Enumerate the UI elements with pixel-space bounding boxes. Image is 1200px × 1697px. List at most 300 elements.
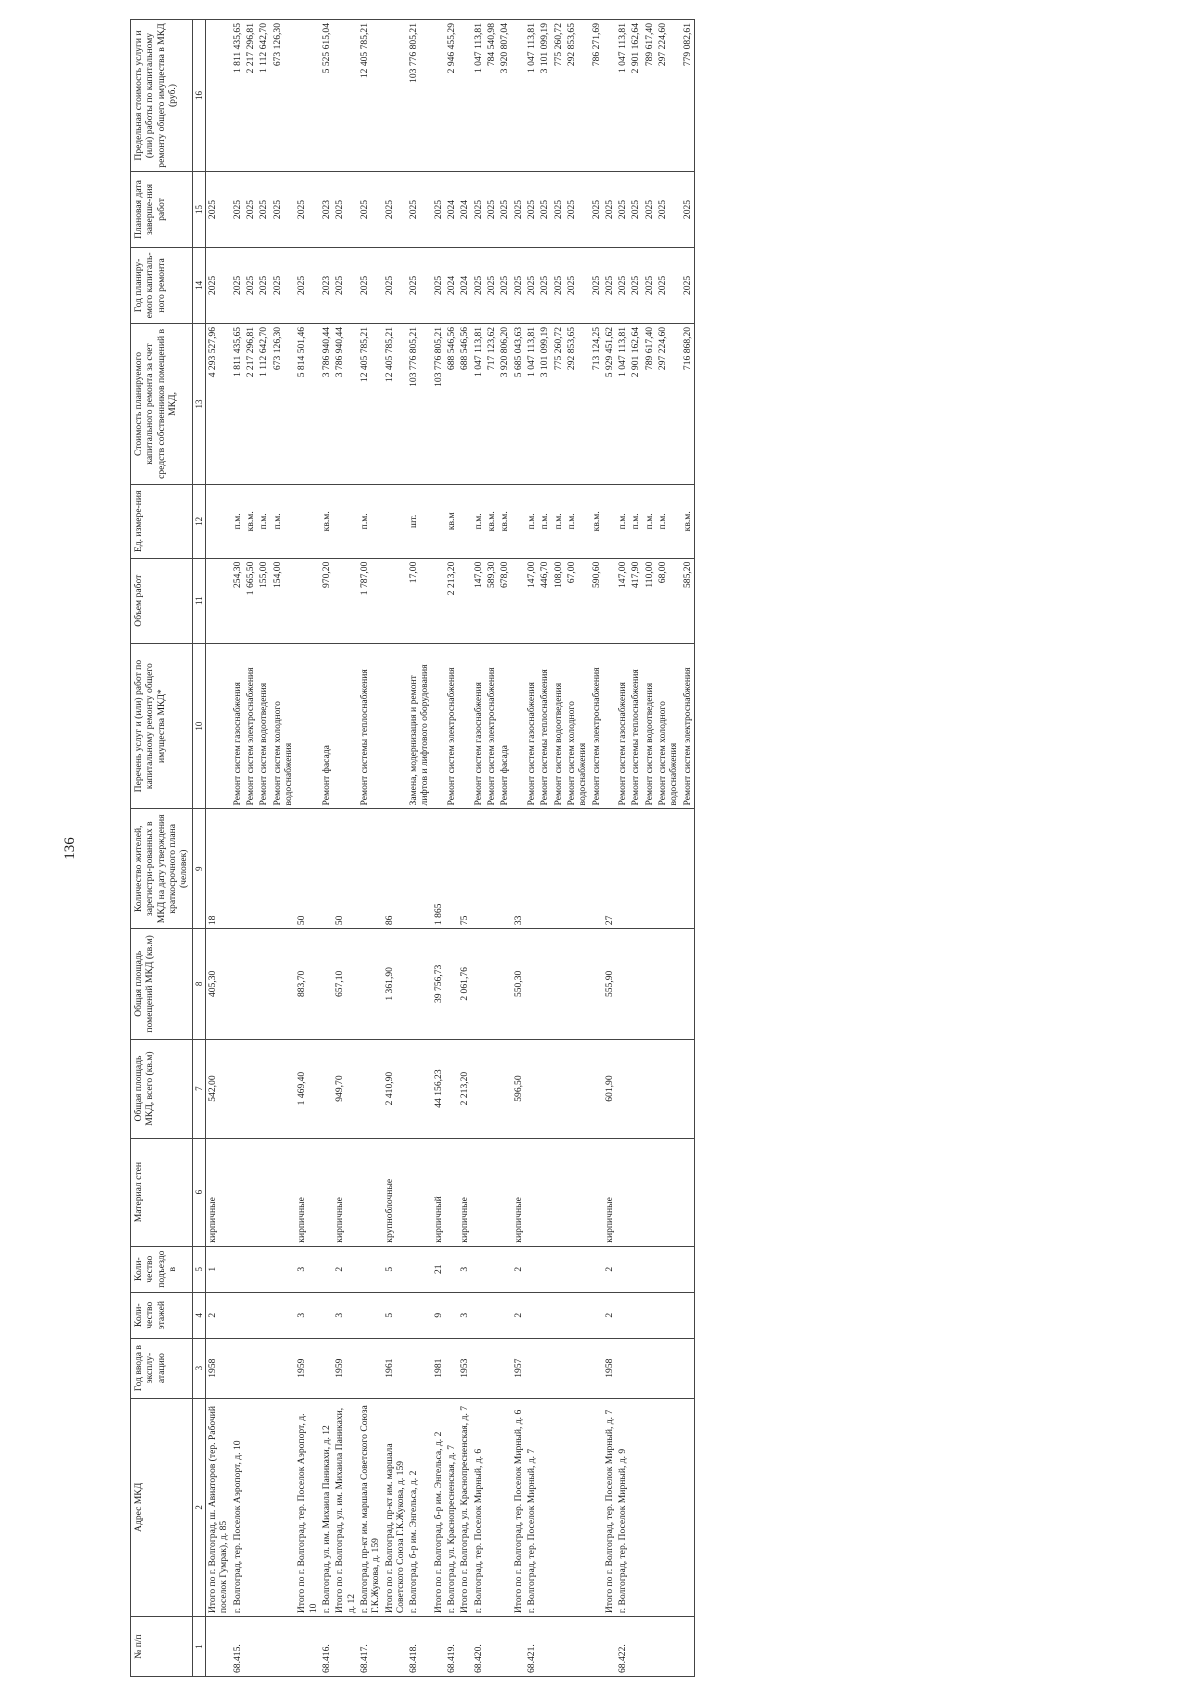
cell-plan: 2025 — [656, 247, 681, 323]
cell-area — [498, 1039, 511, 1138]
cell-cost: 1 047 113,81 — [525, 323, 538, 484]
cell-entr: 1 — [206, 1246, 231, 1292]
cell-area — [656, 1039, 681, 1138]
cell-parea — [257, 929, 270, 1039]
cell-year — [271, 1338, 296, 1398]
cell-floors — [358, 1292, 383, 1338]
cell-num — [295, 1617, 320, 1677]
table-row — [244, 20, 257, 1677]
cell-addr — [538, 1398, 551, 1617]
cell-people: 86 — [383, 809, 408, 929]
column-number: 12 — [192, 484, 206, 558]
cell-parea — [681, 929, 695, 1039]
header-cell: Объем работ — [131, 558, 193, 643]
cell-work — [512, 643, 525, 809]
cell-entr — [257, 1246, 270, 1292]
cell-cost: 1 112 642,70 — [257, 323, 270, 484]
cell-year — [538, 1338, 551, 1398]
cell-mat — [565, 1138, 590, 1246]
column-number: 10 — [192, 643, 206, 809]
cell-cost: 688 546,56 — [445, 323, 458, 484]
cell-vol: 1 787,00 — [358, 558, 383, 643]
cell-limit: 5 525 615,04 — [320, 20, 333, 172]
cell-num — [629, 1617, 642, 1677]
cell-num — [244, 1617, 257, 1677]
cell-area — [629, 1039, 642, 1138]
cell-vol: 147,00 — [616, 558, 629, 643]
column-number: 8 — [192, 929, 206, 1039]
cell-work: Ремонт системы теплоснабжения — [538, 643, 551, 809]
cell-plan: 2025 — [525, 247, 538, 323]
cell-people: 33 — [512, 809, 525, 929]
cell-num — [333, 1617, 358, 1677]
cell-parea — [565, 929, 590, 1039]
cell-entr — [231, 1246, 244, 1292]
header-cell: Общая площадь МКД, всего (кв.м) — [131, 1039, 193, 1138]
cell-unit: п.м. — [358, 484, 383, 558]
cell-done: 2025 — [681, 172, 695, 248]
capital-repair-table — [130, 19, 695, 1677]
cell-parea: 550,30 — [512, 929, 525, 1039]
cell-floors: 3 — [295, 1292, 320, 1338]
cell-done: 2025 — [271, 172, 296, 248]
cell-vol: 108,00 — [552, 558, 565, 643]
cell-num — [206, 1617, 231, 1677]
cell-addr: г. Волгоград, тер. Поселок Мирный, д. 6 — [472, 1398, 485, 1617]
cell-plan: 2025 — [538, 247, 551, 323]
cell-year — [629, 1338, 642, 1398]
cell-cost: 4 293 527,96 — [206, 323, 231, 484]
cell-vol: 147,00 — [525, 558, 538, 643]
cell-parea: 2 061,76 — [458, 929, 471, 1039]
cell-unit: шт. — [407, 484, 432, 558]
cell-floors — [681, 1292, 695, 1338]
cell-entr: 2 — [512, 1246, 525, 1292]
cell-num — [552, 1617, 565, 1677]
header-cell: Плановая дата заверше-ния работ — [131, 172, 193, 248]
cell-parea — [498, 929, 511, 1039]
cell-year: 1959 — [333, 1338, 358, 1398]
cell-num: 68.420. — [472, 1617, 485, 1677]
header-cell: Количество жителей, зарегистри-рованных в МКД на дату утверждения краткосрочного плана (человек) — [131, 809, 193, 929]
cell-floors: 3 — [458, 1292, 471, 1338]
cell-num — [432, 1617, 445, 1677]
cell-num — [603, 1617, 616, 1677]
cell-done: 2025 — [512, 172, 525, 248]
cell-people — [538, 809, 551, 929]
cell-addr: Итого по г. Волгоград, ул. Краснопресненская, д. 7 — [458, 1398, 471, 1617]
cell-unit: кв.м. — [320, 484, 333, 558]
cell-people — [498, 809, 511, 929]
cell-unit: п.м. — [525, 484, 538, 558]
cell-num — [485, 1617, 498, 1677]
cell-cost: 5 814 501,46 — [295, 323, 320, 484]
cell-mat: кирпичные — [458, 1138, 471, 1246]
table-row — [552, 20, 565, 1677]
cell-vol: 590,60 — [590, 558, 603, 643]
cell-limit: 2 946 455,29 — [445, 20, 458, 172]
cell-limit: 786 271,69 — [590, 20, 603, 172]
cell-year — [525, 1338, 538, 1398]
cell-done: 2025 — [257, 172, 270, 248]
cell-addr: г. Волгоград, тер. Поселок Аэропорт, д. 10 — [231, 1398, 244, 1617]
cell-vol — [432, 558, 445, 643]
cell-year — [498, 1338, 511, 1398]
cell-floors — [629, 1292, 642, 1338]
cell-year — [656, 1338, 681, 1398]
cell-cost: 789 617,40 — [643, 323, 656, 484]
cell-entr — [565, 1246, 590, 1292]
cell-addr: Итого по г. Волгоград, пр-кт им. маршала Советского Союза Г.К.Жукова, д. 159 — [383, 1398, 408, 1617]
cell-num — [590, 1617, 603, 1677]
header-cell: Год ввода в эксплу-атацию — [131, 1338, 193, 1398]
cell-done: 2025 — [383, 172, 408, 248]
cell-work: Ремонт системы теплоснабжения — [629, 643, 642, 809]
cell-work: Ремонт систем водоотведения — [257, 643, 270, 809]
cell-vol: 417,90 — [629, 558, 642, 643]
cell-addr: Итого по г. Волгоград, б-р им. Энгельса, д. 2 — [432, 1398, 445, 1617]
cell-work — [333, 643, 358, 809]
cell-done: 2025 — [603, 172, 616, 248]
cell-floors — [231, 1292, 244, 1338]
cell-year — [407, 1338, 432, 1398]
cell-done: 2025 — [432, 172, 445, 248]
cell-entr — [616, 1246, 629, 1292]
cell-num — [458, 1617, 471, 1677]
cell-parea — [244, 929, 257, 1039]
cell-cost: 5 929 451,62 — [603, 323, 616, 484]
cell-limit: 784 540,98 — [485, 20, 498, 172]
cell-area: 596,50 — [512, 1039, 525, 1138]
cell-limit: 2 901 162,64 — [629, 20, 642, 172]
cell-floors — [257, 1292, 270, 1338]
column-number: 1 — [192, 1617, 206, 1677]
cell-parea — [445, 929, 458, 1039]
cell-num: 68.419. — [445, 1617, 458, 1677]
header-cell: Адрес МКД — [131, 1398, 193, 1617]
cell-year — [616, 1338, 629, 1398]
cell-parea — [358, 929, 383, 1039]
cell-addr — [244, 1398, 257, 1617]
cell-limit: 775 260,72 — [552, 20, 565, 172]
cell-vol: 254,30 — [231, 558, 244, 643]
cell-parea — [643, 929, 656, 1039]
cell-area: 949,70 — [333, 1039, 358, 1138]
cell-done: 2025 — [525, 172, 538, 248]
cell-plan: 2025 — [472, 247, 485, 323]
cell-area — [616, 1039, 629, 1138]
cell-addr: Итого по г. Волгоград, тер. Поселок Мирный, д. 6 — [512, 1398, 525, 1617]
cell-parea — [407, 929, 432, 1039]
cell-limit — [458, 20, 471, 172]
cell-entr — [358, 1246, 383, 1292]
cell-plan: 2025 — [333, 247, 358, 323]
cell-year — [320, 1338, 333, 1398]
cell-addr — [257, 1398, 270, 1617]
table-row — [472, 20, 485, 1677]
column-number: 11 — [192, 558, 206, 643]
cell-done: 2023 — [320, 172, 333, 248]
cell-floors — [445, 1292, 458, 1338]
table-row — [643, 20, 656, 1677]
cell-plan: 2025 — [257, 247, 270, 323]
cell-parea: 883,70 — [295, 929, 320, 1039]
cell-area — [244, 1039, 257, 1138]
table-row — [271, 20, 296, 1677]
cell-unit: п.м. — [231, 484, 244, 558]
cell-addr: г. Волгоград, ул. Краснопресненская, д. 7 — [445, 1398, 458, 1617]
cell-plan: 2024 — [458, 247, 471, 323]
cell-plan: 2025 — [512, 247, 525, 323]
cell-mat — [498, 1138, 511, 1246]
cell-num: 68.417. — [358, 1617, 383, 1677]
cell-limit — [206, 20, 231, 172]
cell-work: Ремонт систем электроснабжения — [445, 643, 458, 809]
cell-floors — [525, 1292, 538, 1338]
cell-year: 1953 — [458, 1338, 471, 1398]
cell-year — [358, 1338, 383, 1398]
cell-cost: 1 047 113,81 — [616, 323, 629, 484]
cell-vol: 67,00 — [565, 558, 590, 643]
cell-work: Ремонт систем холодного водоснабжения — [656, 643, 681, 809]
cell-cost: 3 920 806,20 — [498, 323, 511, 484]
cell-parea — [525, 929, 538, 1039]
cell-parea: 555,90 — [603, 929, 616, 1039]
cell-year — [485, 1338, 498, 1398]
cell-entr: 21 — [432, 1246, 445, 1292]
cell-vol: 585,20 — [681, 558, 695, 643]
cell-parea — [485, 929, 498, 1039]
cell-floors — [485, 1292, 498, 1338]
cell-mat — [257, 1138, 270, 1246]
cell-mat — [407, 1138, 432, 1246]
cell-mat: кирпичные — [603, 1138, 616, 1246]
cell-work: Ремонт систем газоснабжения — [616, 643, 629, 809]
cell-entr — [472, 1246, 485, 1292]
cell-area — [445, 1039, 458, 1138]
cell-done: 2025 — [565, 172, 590, 248]
cell-people — [525, 809, 538, 929]
cell-vol — [603, 558, 616, 643]
cell-area: 601,90 — [603, 1039, 616, 1138]
cell-cost: 1 811 435,65 — [231, 323, 244, 484]
cell-mat — [643, 1138, 656, 1246]
cell-unit — [295, 484, 320, 558]
cell-cost: 12 405 785,21 — [383, 323, 408, 484]
cell-plan: 2025 — [271, 247, 296, 323]
header-cell: Год планиру-емого капиталь-ного ремонта — [131, 247, 193, 323]
cell-vol — [333, 558, 358, 643]
cell-mat — [445, 1138, 458, 1246]
cell-mat — [538, 1138, 551, 1246]
cell-mat — [656, 1138, 681, 1246]
table-header — [131, 20, 206, 1677]
cell-mat — [271, 1138, 296, 1246]
cell-vol: 68,00 — [656, 558, 681, 643]
cell-work — [383, 643, 408, 809]
cell-year: 1961 — [383, 1338, 408, 1398]
table-row — [257, 20, 270, 1677]
cell-work — [458, 643, 471, 809]
cell-year — [590, 1338, 603, 1398]
cell-limit: 12 405 785,21 — [358, 20, 383, 172]
cell-unit: п.м. — [629, 484, 642, 558]
cell-entr — [643, 1246, 656, 1292]
cell-cost: 103 776 805,21 — [407, 323, 432, 484]
table-row — [485, 20, 498, 1677]
cell-floors: 9 — [432, 1292, 445, 1338]
cell-mat — [681, 1138, 695, 1246]
total-row — [383, 20, 408, 1677]
cell-vol: 154,00 — [271, 558, 296, 643]
table-row — [445, 20, 458, 1677]
cell-unit: п.м. — [552, 484, 565, 558]
cell-plan: 2023 — [320, 247, 333, 323]
column-number: 3 — [192, 1338, 206, 1398]
cell-limit: 789 617,40 — [643, 20, 656, 172]
cell-done: 2025 — [295, 172, 320, 248]
header-cell: Ед. измере-ния — [131, 484, 193, 558]
cell-cost: 12 405 785,21 — [358, 323, 383, 484]
cell-year: 1981 — [432, 1338, 445, 1398]
cell-floors — [565, 1292, 590, 1338]
cell-floors: 2 — [512, 1292, 525, 1338]
cell-parea — [231, 929, 244, 1039]
cell-entr — [485, 1246, 498, 1292]
cell-plan: 2025 — [616, 247, 629, 323]
cell-floors: 2 — [206, 1292, 231, 1338]
cell-done: 2025 — [485, 172, 498, 248]
cell-cost: 3 786 940,44 — [333, 323, 358, 484]
table-row — [538, 20, 551, 1677]
cell-limit: 297 224,60 — [656, 20, 681, 172]
cell-done: 2025 — [643, 172, 656, 248]
cell-area — [257, 1039, 270, 1138]
cell-entr — [244, 1246, 257, 1292]
column-number: 2 — [192, 1398, 206, 1617]
cell-unit — [603, 484, 616, 558]
cell-year — [552, 1338, 565, 1398]
cell-entr — [271, 1246, 296, 1292]
cell-unit — [458, 484, 471, 558]
cell-entr — [590, 1246, 603, 1292]
table-row — [358, 20, 383, 1677]
cell-area — [472, 1039, 485, 1138]
cell-work: Ремонт систем холодного водоснабжения — [271, 643, 296, 809]
cell-work: Ремонт систем газоснабжения — [525, 643, 538, 809]
cell-limit: 292 853,65 — [565, 20, 590, 172]
cell-cost: 688 546,56 — [458, 323, 471, 484]
cell-area — [681, 1039, 695, 1138]
cell-work: Замена, модернизация и ремонт лифтов и лифтового оборудования — [407, 643, 432, 809]
cell-addr: Итого по г. Волгоград, ул. им. Михаила Паникахи, д. 12 — [333, 1398, 358, 1617]
total-row — [206, 20, 231, 1677]
cell-year: 1959 — [295, 1338, 320, 1398]
cell-entr — [656, 1246, 681, 1292]
cell-addr — [643, 1398, 656, 1617]
table-row — [565, 20, 590, 1677]
cell-num — [257, 1617, 270, 1677]
cell-entr — [681, 1246, 695, 1292]
table-body — [206, 20, 695, 1677]
cell-mat: кирпичные — [206, 1138, 231, 1246]
cell-floors — [616, 1292, 629, 1338]
cell-limit: 673 126,30 — [271, 20, 296, 172]
cell-year — [472, 1338, 485, 1398]
cell-entr — [498, 1246, 511, 1292]
cell-area — [320, 1039, 333, 1138]
header-cell: Стоимость планируемого капитального ремонта за счет средств собственников помещений в МКД, — [131, 323, 193, 484]
cell-entr: 2 — [603, 1246, 616, 1292]
cell-plan: 2025 — [407, 247, 432, 323]
column-number: 16 — [192, 20, 206, 172]
cell-addr — [485, 1398, 498, 1617]
cell-work: Ремонт систем водоотведения — [552, 643, 565, 809]
cell-plan: 2025 — [681, 247, 695, 323]
cell-area — [525, 1039, 538, 1138]
cell-floors — [407, 1292, 432, 1338]
cell-cost: 2 217 296,81 — [244, 323, 257, 484]
cell-unit: кв.м. — [244, 484, 257, 558]
cell-addr — [565, 1398, 590, 1617]
cell-done: 2025 — [231, 172, 244, 248]
table-row — [656, 20, 681, 1677]
column-number: 9 — [192, 809, 206, 929]
cell-area — [538, 1039, 551, 1138]
cell-unit — [512, 484, 525, 558]
cell-addr: г. Волгоград, тер. Поселок Мирный, д. 7 — [525, 1398, 538, 1617]
cell-unit — [432, 484, 445, 558]
cell-cost: 1 047 113,81 — [472, 323, 485, 484]
cell-work — [603, 643, 616, 809]
cell-parea: 657,10 — [333, 929, 358, 1039]
cell-num — [383, 1617, 408, 1677]
cell-unit — [333, 484, 358, 558]
cell-num — [565, 1617, 590, 1677]
cell-limit: 3 920 807,04 — [498, 20, 511, 172]
cell-cost: 3 101 099,19 — [538, 323, 551, 484]
cell-work: Ремонт систем холодного водоснабжения — [565, 643, 590, 809]
cell-area: 2 213,20 — [458, 1039, 471, 1138]
cell-vol: 110,00 — [643, 558, 656, 643]
cell-limit — [295, 20, 320, 172]
cell-year: 1958 — [206, 1338, 231, 1398]
cell-vol: 17,00 — [407, 558, 432, 643]
cell-plan: 2025 — [590, 247, 603, 323]
header-cell: Общая площадь помещений МКД (кв.м) — [131, 929, 193, 1039]
header-cell: Материал стен — [131, 1138, 193, 1246]
cell-unit: п.м. — [257, 484, 270, 558]
cell-work: Ремонт фасада — [498, 643, 511, 809]
cell-work: Ремонт систем электроснабжения — [485, 643, 498, 809]
cell-parea — [472, 929, 485, 1039]
table-row — [525, 20, 538, 1677]
cell-people — [271, 809, 296, 929]
cell-people — [616, 809, 629, 929]
column-number: 4 — [192, 1292, 206, 1338]
cell-mat — [244, 1138, 257, 1246]
header-cell: Перечень услуг и (или) работ по капитальному ремонту общего имущества МКД* — [131, 643, 193, 809]
cell-cost: 3 786 940,44 — [320, 323, 333, 484]
column-number: 15 — [192, 172, 206, 248]
cell-work: Ремонт фасада — [320, 643, 333, 809]
cell-parea — [616, 929, 629, 1039]
header-cell: Предельная стоимость услуги и (или) работы по капитальному ремонту общего имущества в МКД (руб.) — [131, 20, 193, 172]
cell-people: 1 865 — [432, 809, 445, 929]
cell-mat — [525, 1138, 538, 1246]
cell-limit: 1 112 642,70 — [257, 20, 270, 172]
cell-limit: 1 811 435,65 — [231, 20, 244, 172]
